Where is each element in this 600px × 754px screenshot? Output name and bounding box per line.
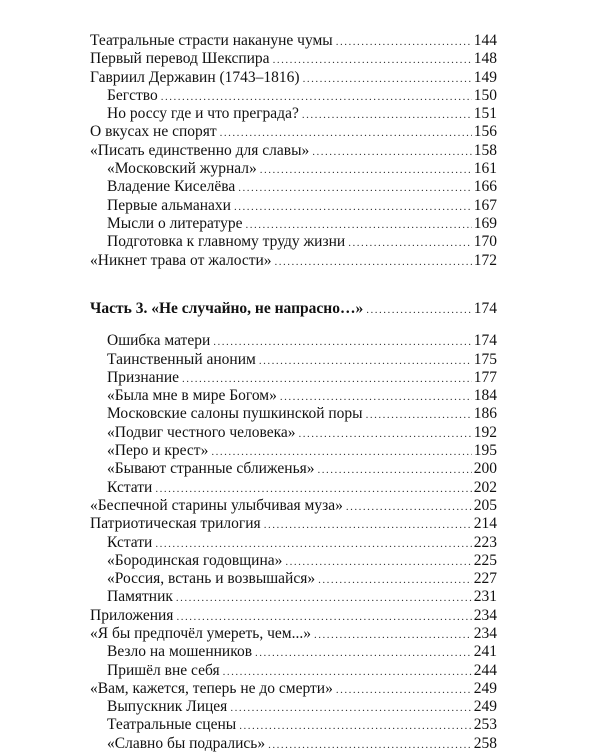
toc-entry-page: 214 — [473, 515, 497, 532]
toc-entry[interactable] — [107, 552, 497, 570]
toc-entry-title: Мысли о литературе — [107, 215, 243, 232]
toc-entry-page: 253 — [473, 716, 497, 733]
dot-leader — [346, 498, 472, 516]
toc-entry[interactable] — [107, 479, 497, 497]
toc-entry-title: «Московский журнал» — [107, 160, 257, 177]
toc-entry-page: 223 — [473, 534, 497, 551]
dot-leader — [314, 626, 472, 644]
toc-entry-page: 186 — [473, 405, 497, 422]
toc-entry-title: «Писать единственно для славы» — [90, 142, 310, 159]
toc-entry-title: Признание — [107, 369, 180, 386]
dot-leader — [176, 589, 472, 607]
toc-entry-title: «Бородинская годовщина» — [107, 552, 283, 569]
toc-entry-title: Выпускник Лицея — [107, 698, 228, 715]
toc-entry-page: 170 — [473, 233, 497, 250]
toc-entry-title: Памятник — [107, 588, 173, 605]
toc-entry[interactable] — [107, 716, 497, 734]
toc-entry-title: «Подвиг честного человека» — [107, 424, 296, 441]
part-heading[interactable] — [90, 300, 497, 318]
dot-leader — [176, 608, 471, 626]
toc-entry-title: «Россия, встань и возвышайся» — [107, 570, 316, 587]
toc-entry[interactable] — [107, 105, 497, 123]
toc-entry-title: Кстати — [107, 534, 153, 551]
toc-entry-page: 177 — [473, 369, 497, 386]
dot-leader — [280, 388, 472, 406]
dot-leader — [318, 461, 472, 479]
toc-entry[interactable] — [107, 387, 497, 405]
dot-leader — [220, 124, 472, 142]
toc-entry[interactable] — [107, 698, 497, 716]
dot-leader — [245, 216, 471, 234]
toc-entry-title: Подготовка к главному труду жизни — [107, 233, 346, 250]
dot-leader — [299, 425, 472, 443]
toc-entry-title: Театральные страсти накануне чумы — [90, 32, 333, 49]
toc-entry-page: 195 — [473, 442, 497, 459]
toc-entry-title: Ошибка матери — [107, 332, 211, 349]
toc-entry-title: Гавриил Державин (1743–1816) — [90, 69, 300, 86]
toc-entry[interactable] — [90, 69, 497, 87]
part-heading-page: 174 — [473, 300, 497, 317]
dot-leader — [155, 535, 471, 553]
dot-leader — [336, 33, 472, 51]
dot-leader — [264, 516, 472, 534]
toc-entry-page: 227 — [473, 570, 497, 587]
toc-entry-title: Театральные сцены — [107, 716, 237, 733]
toc-entry[interactable] — [90, 142, 497, 160]
toc-entry[interactable] — [107, 332, 497, 350]
dot-leader — [336, 681, 472, 699]
toc-entry[interactable] — [107, 178, 497, 196]
dot-leader — [260, 161, 472, 179]
dot-leader — [230, 699, 471, 717]
toc-entry-page: 150 — [473, 87, 497, 104]
toc-entry-title: Приложения — [90, 607, 174, 624]
toc-entry-page: 225 — [473, 552, 497, 569]
toc-entry-title: «Бывают странные сближенья» — [107, 460, 315, 477]
toc-entry-page: 241 — [473, 643, 497, 660]
toc-entry-title: Первые альманахи — [107, 197, 231, 214]
toc-entry[interactable] — [107, 643, 497, 661]
toc-entry[interactable] — [90, 123, 497, 141]
toc-entry[interactable] — [107, 351, 497, 369]
toc-entry[interactable] — [107, 215, 497, 233]
toc-entry-title: «Никнет трава от жалости» — [90, 252, 272, 269]
toc-entry-page: 200 — [473, 460, 497, 477]
toc-entry-page: 202 — [473, 479, 497, 496]
toc-entry[interactable] — [107, 570, 497, 588]
toc-entry[interactable] — [107, 233, 497, 251]
dot-leader — [318, 571, 472, 589]
dot-leader — [275, 253, 472, 271]
toc-entry-title: «Перо и крест» — [107, 442, 209, 459]
toc-entry[interactable] — [107, 87, 497, 105]
toc-entry-page: 161 — [473, 160, 497, 177]
toc-entry-title: Патриотическая трилогия — [90, 515, 261, 532]
toc-entry[interactable] — [90, 497, 497, 515]
dot-leader — [302, 106, 472, 124]
dot-leader — [234, 198, 472, 216]
toc-entry-page: 149 — [473, 69, 497, 86]
dot-leader — [211, 443, 471, 461]
toc-entry-page: 151 — [473, 105, 497, 122]
dot-leader — [285, 553, 471, 571]
toc-entry-title: Первый перевод Шекспира — [90, 50, 270, 67]
dot-leader — [273, 51, 472, 69]
toc-entry[interactable] — [107, 197, 497, 215]
toc-entry[interactable] — [90, 680, 497, 698]
dot-leader — [312, 143, 472, 161]
toc-entry-title: Везло на мошенников — [107, 643, 253, 660]
toc-entry-page: 192 — [473, 424, 497, 441]
toc-entry-title: «Я бы предпочёл умереть, чем...» — [90, 625, 311, 642]
toc-entry-page: 205 — [473, 497, 497, 514]
toc-entry[interactable] — [107, 442, 497, 460]
toc-entry-page: 234 — [473, 625, 497, 642]
toc-entry-page: 258 — [473, 735, 497, 752]
toc-entry-page: 158 — [473, 142, 497, 159]
toc-entry-page: 144 — [473, 32, 497, 49]
toc-entry-title: «Была мне в мире Богом» — [107, 387, 277, 404]
toc-entry[interactable] — [107, 662, 497, 680]
toc-entry-page: 166 — [473, 178, 497, 195]
dot-leader — [238, 179, 471, 197]
dot-leader — [303, 70, 472, 88]
toc-entry-title: «Славно бы подрались» — [107, 735, 266, 752]
toc-entry-title: Бегство — [107, 87, 158, 104]
dot-leader — [239, 717, 472, 735]
dot-leader — [255, 644, 472, 662]
dot-leader — [155, 480, 471, 498]
toc-entry[interactable] — [107, 369, 497, 387]
toc-entry-page: 156 — [473, 123, 497, 140]
toc-entry[interactable] — [90, 32, 497, 50]
toc-entry[interactable] — [107, 160, 497, 178]
toc-entry[interactable] — [90, 607, 497, 625]
toc-entry-title: Пришёл вне себя — [107, 662, 220, 679]
toc-entry[interactable] — [107, 424, 497, 442]
toc-entry[interactable] — [90, 50, 497, 68]
toc-entry[interactable] — [107, 460, 497, 478]
toc-entry[interactable] — [107, 534, 497, 552]
part-heading-title: Часть 3. «Не случайно, не напрасно…» — [90, 300, 364, 317]
toc-entry-title: «Беспечной старины улыбчивая муза» — [90, 497, 343, 514]
dot-leader — [366, 301, 472, 319]
dot-leader — [161, 88, 472, 106]
toc-entry-page: 244 — [473, 662, 497, 679]
toc-entry[interactable] — [107, 405, 497, 423]
toc-entry-title: Кстати — [107, 479, 153, 496]
toc-entry-page: 167 — [473, 197, 497, 214]
toc-entry-page: 231 — [473, 588, 497, 605]
toc-entry-page: 249 — [473, 698, 497, 715]
dot-leader — [268, 736, 472, 754]
toc-entry-title: Московские салоны пушкинской поры — [107, 405, 363, 422]
toc-entry-page: 148 — [473, 50, 497, 67]
toc-entry[interactable] — [107, 588, 497, 606]
toc-entry-page: 175 — [473, 351, 497, 368]
dot-leader — [348, 234, 472, 252]
dot-leader — [259, 352, 472, 370]
toc-entry-title: Но россу где и что преграда? — [107, 105, 299, 122]
toc-entry[interactable] — [90, 625, 497, 643]
toc-entry-page: 249 — [473, 680, 497, 697]
toc-entry-title: Таинственный аноним — [107, 351, 256, 368]
toc-entry-page: 234 — [473, 607, 497, 624]
toc-entry-page: 169 — [473, 215, 497, 232]
dot-leader — [182, 370, 472, 388]
dot-leader — [366, 406, 472, 424]
toc-entry-title: О вкусах не спорят — [90, 123, 217, 140]
toc-entry[interactable] — [90, 515, 497, 533]
toc-entry-page: 184 — [473, 387, 497, 404]
toc-entry-title: Владение Киселёва — [107, 178, 236, 195]
toc-entry-title: «Вам, кажется, теперь не до смерти» — [90, 680, 333, 697]
dot-leader — [223, 663, 472, 681]
toc-entry-page: 174 — [473, 332, 497, 349]
dot-leader — [213, 333, 472, 351]
toc-entry-page: 172 — [473, 252, 497, 269]
toc-entry[interactable] — [107, 735, 497, 753]
toc-entry[interactable] — [90, 252, 497, 270]
